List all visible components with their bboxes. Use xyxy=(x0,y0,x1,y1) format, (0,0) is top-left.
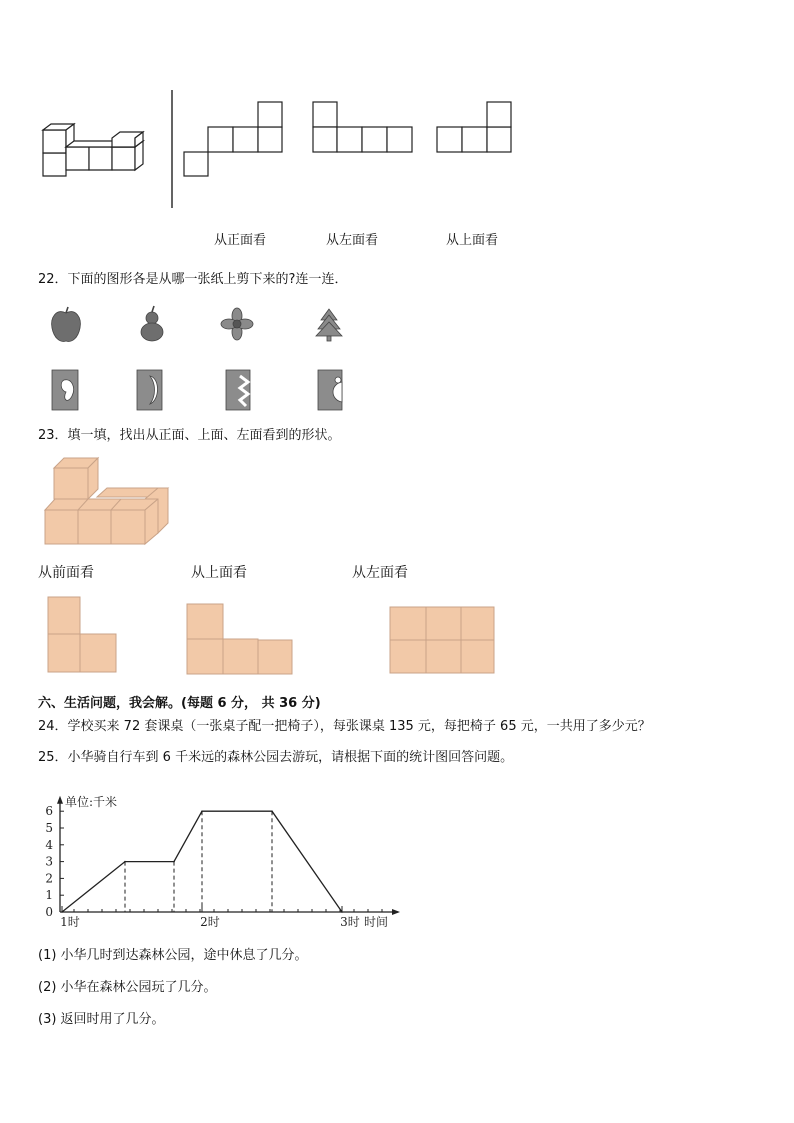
y-axis-label: 单位:千米 xyxy=(65,794,118,809)
y-tick-label: 0 xyxy=(45,905,53,919)
section-6-title: 六、生活问题，我会解。(每题 6 分， 共 36 分) xyxy=(38,696,321,711)
data-point xyxy=(173,861,175,863)
data-point xyxy=(341,911,343,913)
q25-text: 25．小华骑自行车到 6 千米远的森林公园去游玩，请根据下面的统计图回答问题。 xyxy=(38,750,514,765)
data-point xyxy=(201,810,203,812)
y-tick-label: 2 xyxy=(45,871,53,886)
q25-sub-1: (1) 小华几时到达森林公园，途中休息了几分。 xyxy=(38,948,308,963)
q23-text: 23．填一填，找出从正面、上面、左面看到的形状。 xyxy=(38,428,341,443)
x-axis-arrow xyxy=(392,909,400,915)
data-point xyxy=(61,911,63,913)
q23-label-front: 从前面看 xyxy=(38,565,94,581)
q21-label-left: 从左面看 xyxy=(326,233,379,248)
q21-label-front: 从正面看 xyxy=(214,233,267,248)
q25-sub-3: (3) 返回时用了几分。 xyxy=(38,1012,165,1027)
y-tick-label: 3 xyxy=(45,854,53,869)
x-tick-label: 1时 xyxy=(60,915,80,929)
data-point xyxy=(124,861,126,863)
q23-label-top: 从上面看 xyxy=(191,565,247,581)
y-tick-label: 6 xyxy=(45,804,53,819)
x-tick-label: 3时 xyxy=(340,915,360,929)
q24-text: 24．学校买来 72 套课桌（一张桌子配一把椅子），每张课桌 135 元，每把椅子 65 元，一共用了多少元？ xyxy=(38,719,651,734)
y-axis-arrow xyxy=(57,796,63,804)
y-tick-label: 4 xyxy=(45,837,53,852)
y-tick-label: 5 xyxy=(45,821,53,835)
q22-text: 22．下面的图形各是从哪一张纸上剪下来的?连一连． xyxy=(38,272,348,287)
x-tick-label: 2时 xyxy=(200,915,220,929)
y-tick-label: 1 xyxy=(45,888,53,903)
q21-label-top: 从上面看 xyxy=(446,233,499,248)
data-point xyxy=(271,810,273,812)
x-axis-label: 时间 xyxy=(364,915,389,929)
q25-sub-2: (2) 小华在森林公园玩了几分。 xyxy=(38,980,217,995)
q23-label-left: 从左面看 xyxy=(352,565,408,581)
